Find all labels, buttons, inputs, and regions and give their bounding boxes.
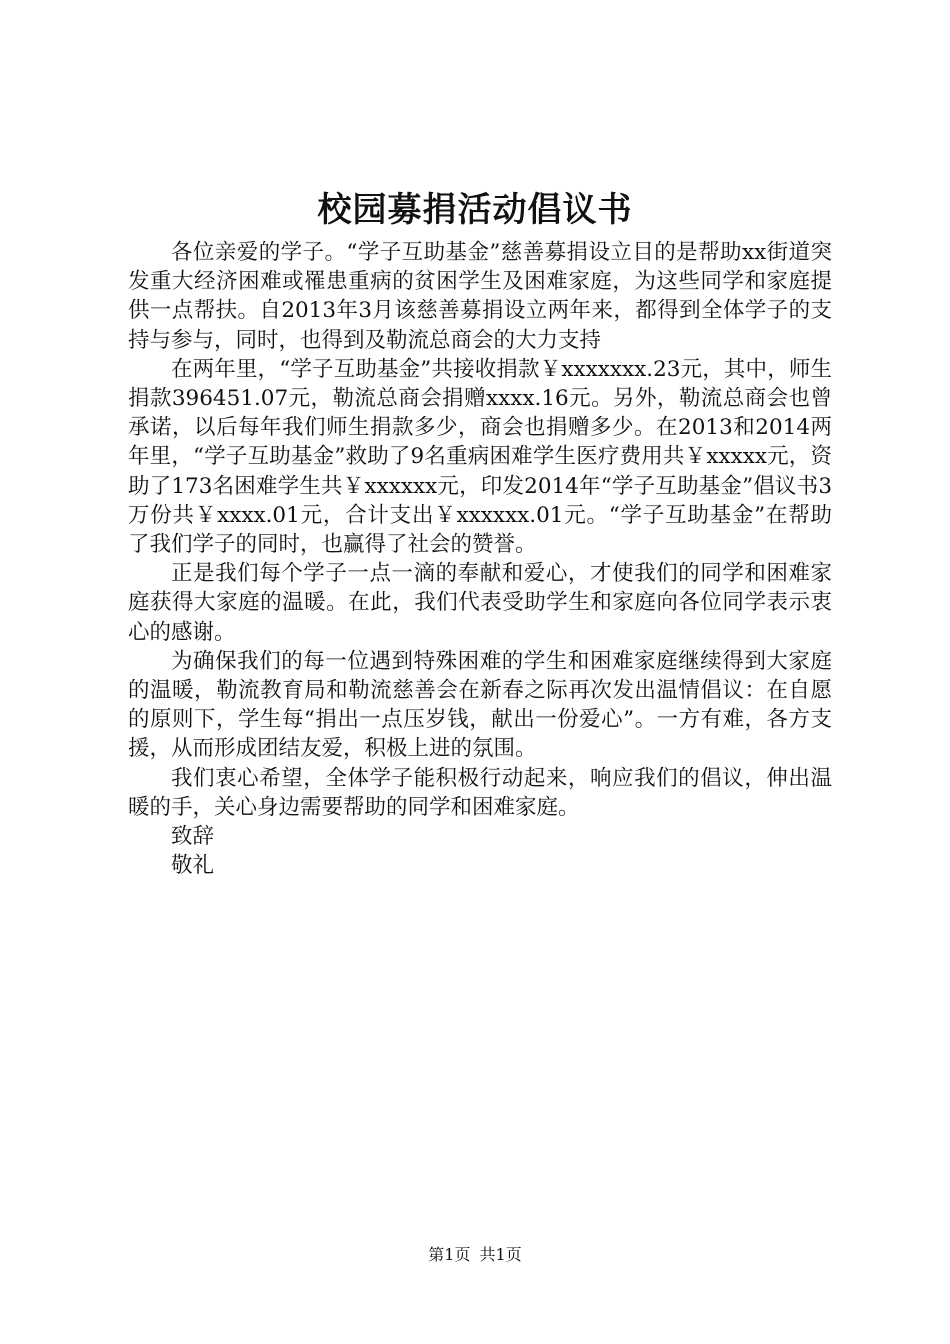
closing-salute: 敬礼 (171, 853, 215, 879)
paragraph-thanks: 正是我们每个学子一点一滴的奉献和爱心，才使我们的同学和困难家庭获得大家庭的温暖。在此，我们代表受助学生和家庭向各位同学表示衷心的感谢。 (128, 561, 832, 645)
paragraph-initiative: 为确保我们的每一位遇到特殊困难的学生和困难家庭继续得到大家庭的温暖，勒流教育局和勒流慈善会在新春之际再次发出温情倡议：在自愿的原则下，学生每“捐出一点压岁钱，献出一份爱心”。一方有难，各方支援，从而形成团结友爱，积极上进的氛围。 (128, 648, 832, 762)
document-body (128, 238, 832, 880)
page-footer (0, 1244, 950, 1266)
page-total: 共1页 (479, 1245, 522, 1264)
closing-greeting: 致辞 (171, 824, 215, 850)
paragraph-hope: 我们衷心希望，全体学子能积极行动起来，响应我们的倡议，伸出温暖的手，关心身边需要帮助的同学和困难家庭。 (128, 765, 832, 820)
paragraph-donations: 在两年里，“学子互助基金”共接收捐款￥xxxxxxx.23元，其中，师生捐款396451.07元，勒流总商会捐赠xxxx.16元。另外，勒流总商会也曾承诺，以后每年我们师生捐款多少，商会也捐赠多少。在2013和2014两年里，“学子互助基金”救助了9名重病困难学生医疗费用共￥xxxxx元，资助了173名困难学生共￥xxxxxx元，印发2014年“学子互助基金”倡议书3万份共￥xxxx.01元，合计支出￥xxxxxx.01元。“学子互助基金”在帮助了我们学子的同时，也赢得了社会的赞誉。 (128, 356, 832, 558)
document-title: 校园募捐活动倡议书 (317, 190, 633, 230)
paragraph-intro: 各位亲爱的学子。“学子互助基金”慈善募捐设立目的是帮助xx街道突发重大经济困难或罹患重病的贫困学生及困难家庭，为这些同学和家庭提供一点帮扶。自2013年3月该慈善募捐设立两年来，都得到全体学子的支持与参与，同时，也得到及勒流总商会的大力支持 (128, 240, 832, 353)
page-number: 第1页 (428, 1245, 471, 1264)
